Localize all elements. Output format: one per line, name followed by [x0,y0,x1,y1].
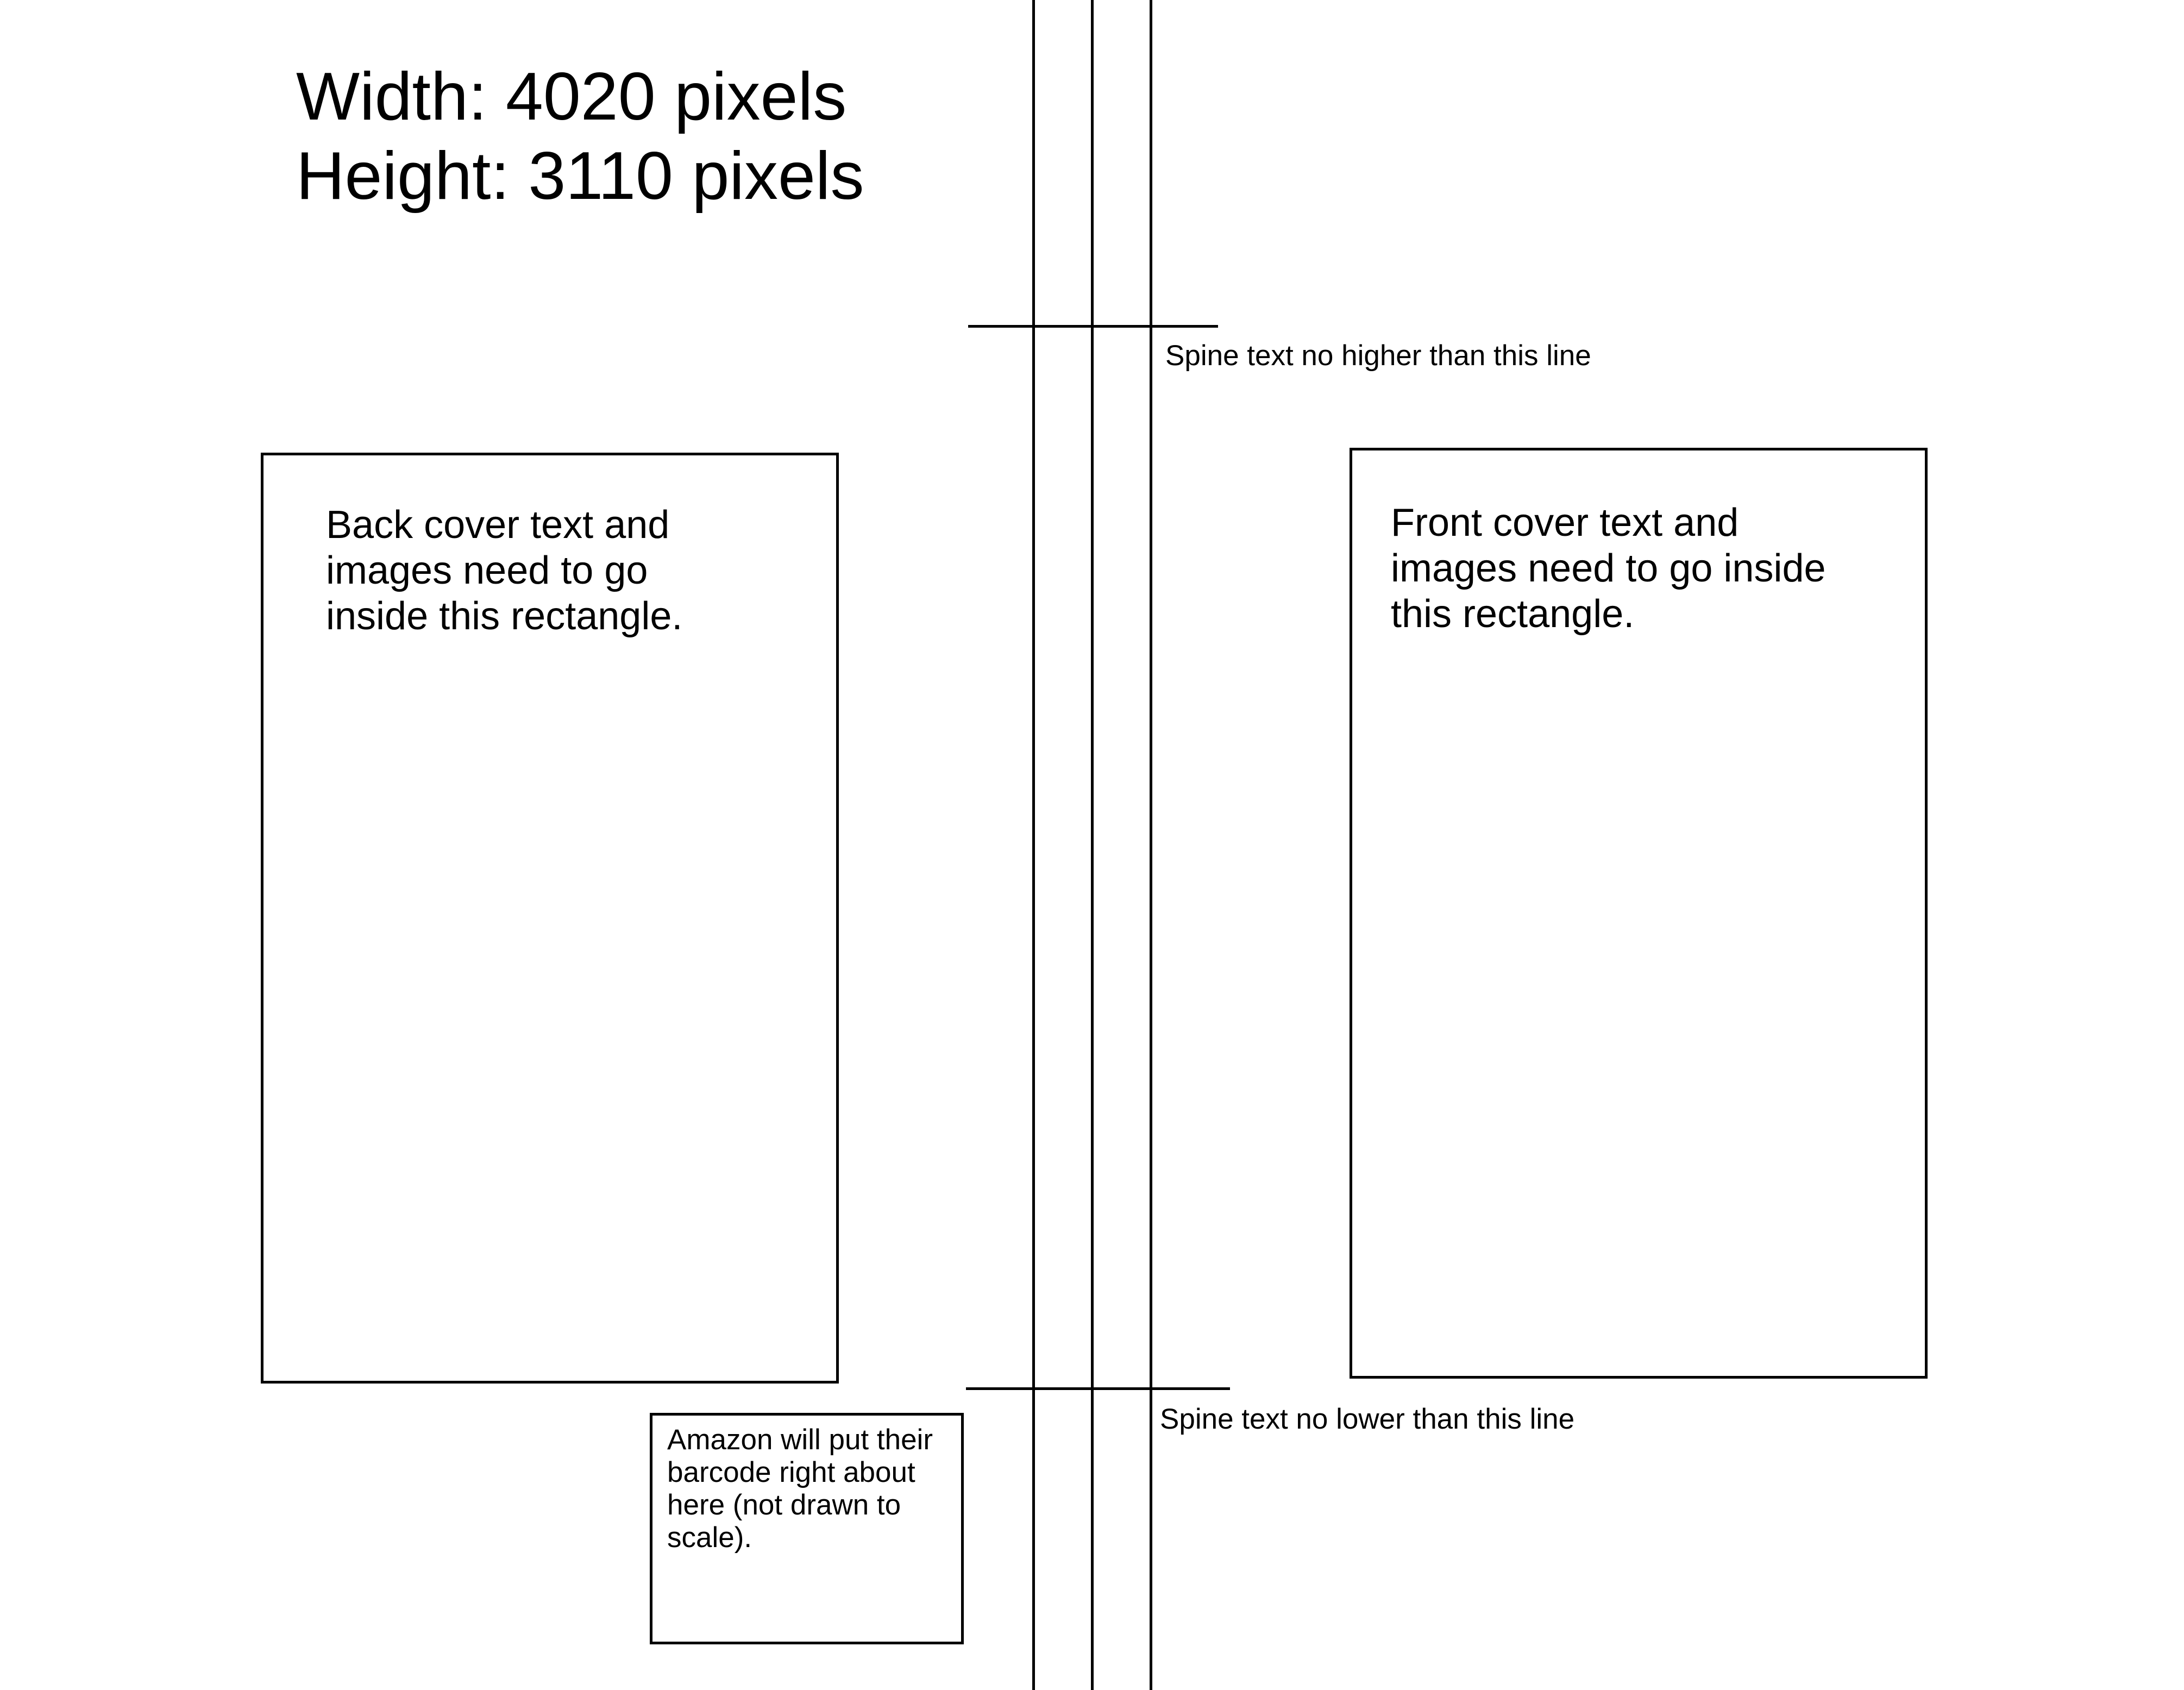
spine-top-limit-line [968,325,1218,328]
back-cover-text: Back cover text and images need to go inside this rectangle. [326,503,683,638]
dimensions-label [296,57,864,216]
height-label: Height: 3110 pixels [296,139,864,214]
spine-center-line [1091,0,1094,1690]
spine-bottom-note: Spine text no lower than this line [1160,1403,1575,1435]
spine-bottom-limit-line [966,1387,1230,1390]
front-cover-text: Front cover text and images need to go inside this rectangle. [1391,501,1826,636]
spine-right-edge-line [1150,0,1152,1690]
spine-left-edge-line [1032,0,1035,1690]
barcode-note: Amazon will put their barcode right about here (not drawn to scale). [667,1424,933,1554]
spine-top-note: Spine text no higher than this line [1165,340,1591,372]
width-label: Width: 4020 pixels [296,59,847,134]
